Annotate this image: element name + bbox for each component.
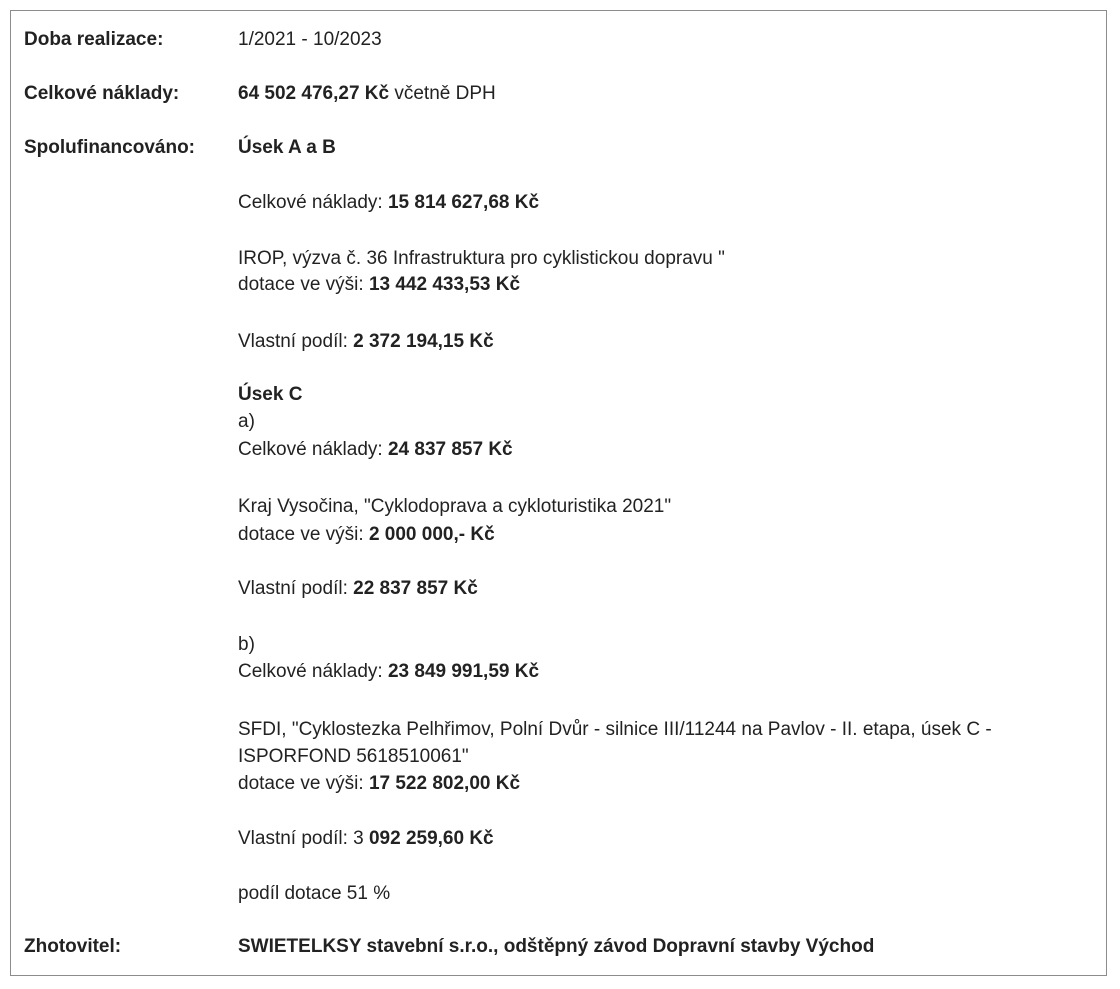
zhotovitel-label: Zhotovitel: — [24, 936, 122, 957]
usek-c-b-program-line2: ISPORFOND 5618510061" — [238, 746, 469, 767]
usek-ab-heading: Úsek A a B — [238, 137, 336, 158]
usek-c-b-vlastni-podil: Vlastní podíl: 3 092 259,60 Kč — [238, 828, 494, 849]
usek-c-b-podil-dotace: podíl dotace 51 % — [238, 883, 391, 904]
usek-c-b-marker: b) — [238, 634, 255, 655]
usek-ab-vlastni-podil: Vlastní podíl: 2 372 194,15 Kč — [238, 331, 494, 352]
doba-realizace-value: 1/2021 - 10/2023 — [238, 29, 382, 50]
usek-c-a-dotace: dotace ve výši: 2 000 000,- Kč — [238, 524, 495, 545]
spolufinancovano-label: Spolufinancováno: — [24, 137, 195, 158]
usek-c-a-vlastni-podil: Vlastní podíl: 22 837 857 Kč — [238, 578, 478, 599]
celkove-naklady-value — [238, 82, 496, 106]
usek-c-heading: Úsek C — [238, 384, 303, 405]
usek-c-a-program: Kraj Vysočina, "Cyklodoprava a cykloturistika 2021" — [238, 496, 672, 517]
usek-c-b-naklady: Celkové náklady: 23 849 991,59 Kč — [238, 661, 540, 682]
usek-c-a-marker: a) — [238, 411, 255, 432]
celkove-naklady-amount: 64 502 476,27 Kč — [238, 83, 390, 104]
doba-realizace-label: Doba realizace: — [24, 29, 164, 50]
usek-c-b-dotace: dotace ve výši: 17 522 802,00 Kč — [238, 773, 521, 794]
usek-ab-naklady: Celkové náklady: 15 814 627,68 Kč — [238, 192, 540, 213]
usek-c-b-program-line1: SFDI, "Cyklostezka Pelhřimov, Polní Dvůr - silnice III/11244 na Pavlov - II. etapa, úsek C - — [238, 719, 992, 740]
zhotovitel-value: SWIETELKSY stavební s.r.o., odštěpný závod Dopravní stavby Východ — [238, 936, 875, 957]
usek-c-a-naklady: Celkové náklady: 24 837 857 Kč — [238, 439, 513, 460]
usek-ab-program: IROP, výzva č. 36 Infrastruktura pro cyklistickou dopravu " — [238, 248, 725, 269]
usek-ab-dotace: dotace ve výši: 13 442 433,53 Kč — [238, 274, 521, 295]
celkove-naklady-label: Celkové náklady: — [24, 83, 180, 104]
celkove-naklady-suffix: včetně DPH — [389, 83, 496, 104]
